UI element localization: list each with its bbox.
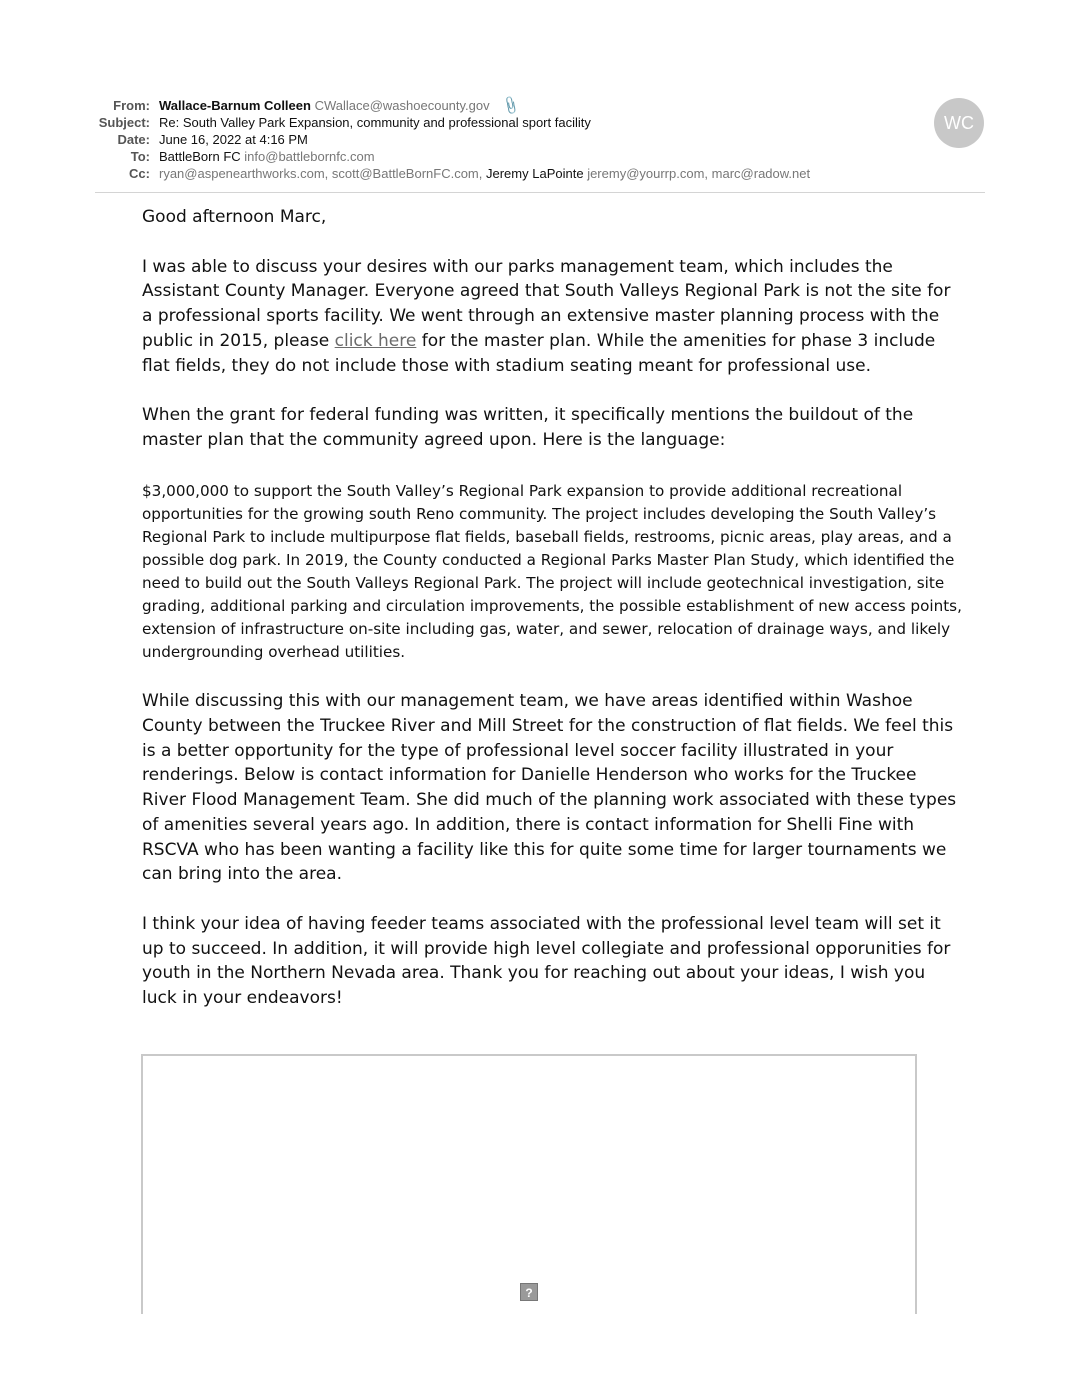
- cc-label: Cc:: [129, 166, 150, 181]
- recipient-address[interactable]: info@battlebornfc.com: [244, 149, 375, 164]
- paragraph-2: When the grant for federal funding was written, it specifically mentions the buildout of the master plan that the community agreed upon. Here is the language:: [142, 405, 914, 450]
- to-value: [159, 148, 375, 165]
- paragraph-1: [142, 255, 962, 379]
- cc-address-4[interactable]: marc@radow.net: [711, 166, 811, 181]
- email-body: [142, 205, 962, 1011]
- paragraph-1-start: I was able to discuss your desires with our parks management team, which includes the Assistant County Manager. Everyone agreed that South Valleys Regional Park is not the site for a professional sports facility. We went through an extensive master planning process with the public in 2015, please: [142, 256, 951, 351]
- from-label: From:: [113, 98, 150, 113]
- cc-address-3[interactable]: jeremy@yourrp.com,: [587, 166, 709, 181]
- broken-image-icon[interactable]: ?: [520, 1283, 538, 1301]
- from-value: [159, 94, 523, 117]
- recipient-name[interactable]: BattleBorn FC: [159, 149, 241, 164]
- subject-label: Subject:: [98, 115, 150, 130]
- sender-name[interactable]: Wallace-Barnum Colleen: [159, 98, 311, 113]
- avatar[interactable]: WC: [934, 98, 984, 148]
- cc-value: [159, 165, 810, 182]
- paragraph-1-end: for the master plan. While the amenities for phase 3 include flat fields, they do not include those with stadium seating meant for professional use.: [142, 330, 936, 376]
- sender-address[interactable]: CWallace@washoecounty.gov: [314, 98, 490, 113]
- greeting: Good afternoon Marc,: [142, 207, 327, 227]
- paragraph-4: I think your idea of having feeder teams associated with the professional level team will set it up to succeed. In addition, it will provide high level collegiate and professional opporunities for youth in the Northern Nevada area. Thank you for reaching out about your ideas, I wish you luck in your endeavors!: [142, 914, 951, 1009]
- cc-address-2[interactable]: scott@BattleBornFC.com,: [331, 166, 483, 181]
- master-plan-link[interactable]: click here: [334, 330, 417, 351]
- date-label: Date:: [117, 132, 150, 147]
- date-value: June 16, 2022 at 4:16 PM: [159, 132, 308, 147]
- to-label: To:: [130, 149, 150, 164]
- paragraph-3: While discussing this with our management team, we have areas identified within Washoe County between the Truckee River and Mill Street for the construction of flat fields. We feel this is a better opportunity for the type of professional level soccer facility illustrated in your renderings. Below is contact information for Danielle Henderson who works for the Truckee River Flood Management Team. She did much of the planning work associated with these types of amenities several years ago. In addition, there is contact information for Shelli Fine with RSCVA who has been wanting a facility like this for quite some time for larger tournaments we can bring into the area.: [142, 691, 957, 885]
- subject-value: Re: South Valley Park Expansion, community and professional sport facility: [159, 115, 591, 130]
- cc-address-1[interactable]: ryan@aspenearthworks.com,: [159, 166, 329, 181]
- cc-name-3[interactable]: Jeremy LaPointe: [486, 166, 584, 181]
- header-divider: [95, 192, 985, 193]
- paperclip-icon[interactable]: 📎: [500, 94, 523, 117]
- embedded-image-frame: [141, 1054, 917, 1314]
- grant-language-quote: $3,000,000 to support the South Valley’s Regional Park expansion to provide additional recreational opportunities for the growing south Reno community. The project includes developing the South Valley’s Regional Park to include multipurpose flat fields, baseball fields, restrooms, picnic areas, play areas, and a possible dog park. In 2019, the County conducted a Regional Parks Master Plan Study, which identified the need to build out the South Valleys Regional Park. The project will include geotechnical investigation, site grading, additional parking and circulation improvements, the possible establishment of new access points, extension of infrastructure on-site including gas, water, and sewer, relocation of drainage ways, and likely undergrounding overhead utilities.: [142, 481, 962, 662]
